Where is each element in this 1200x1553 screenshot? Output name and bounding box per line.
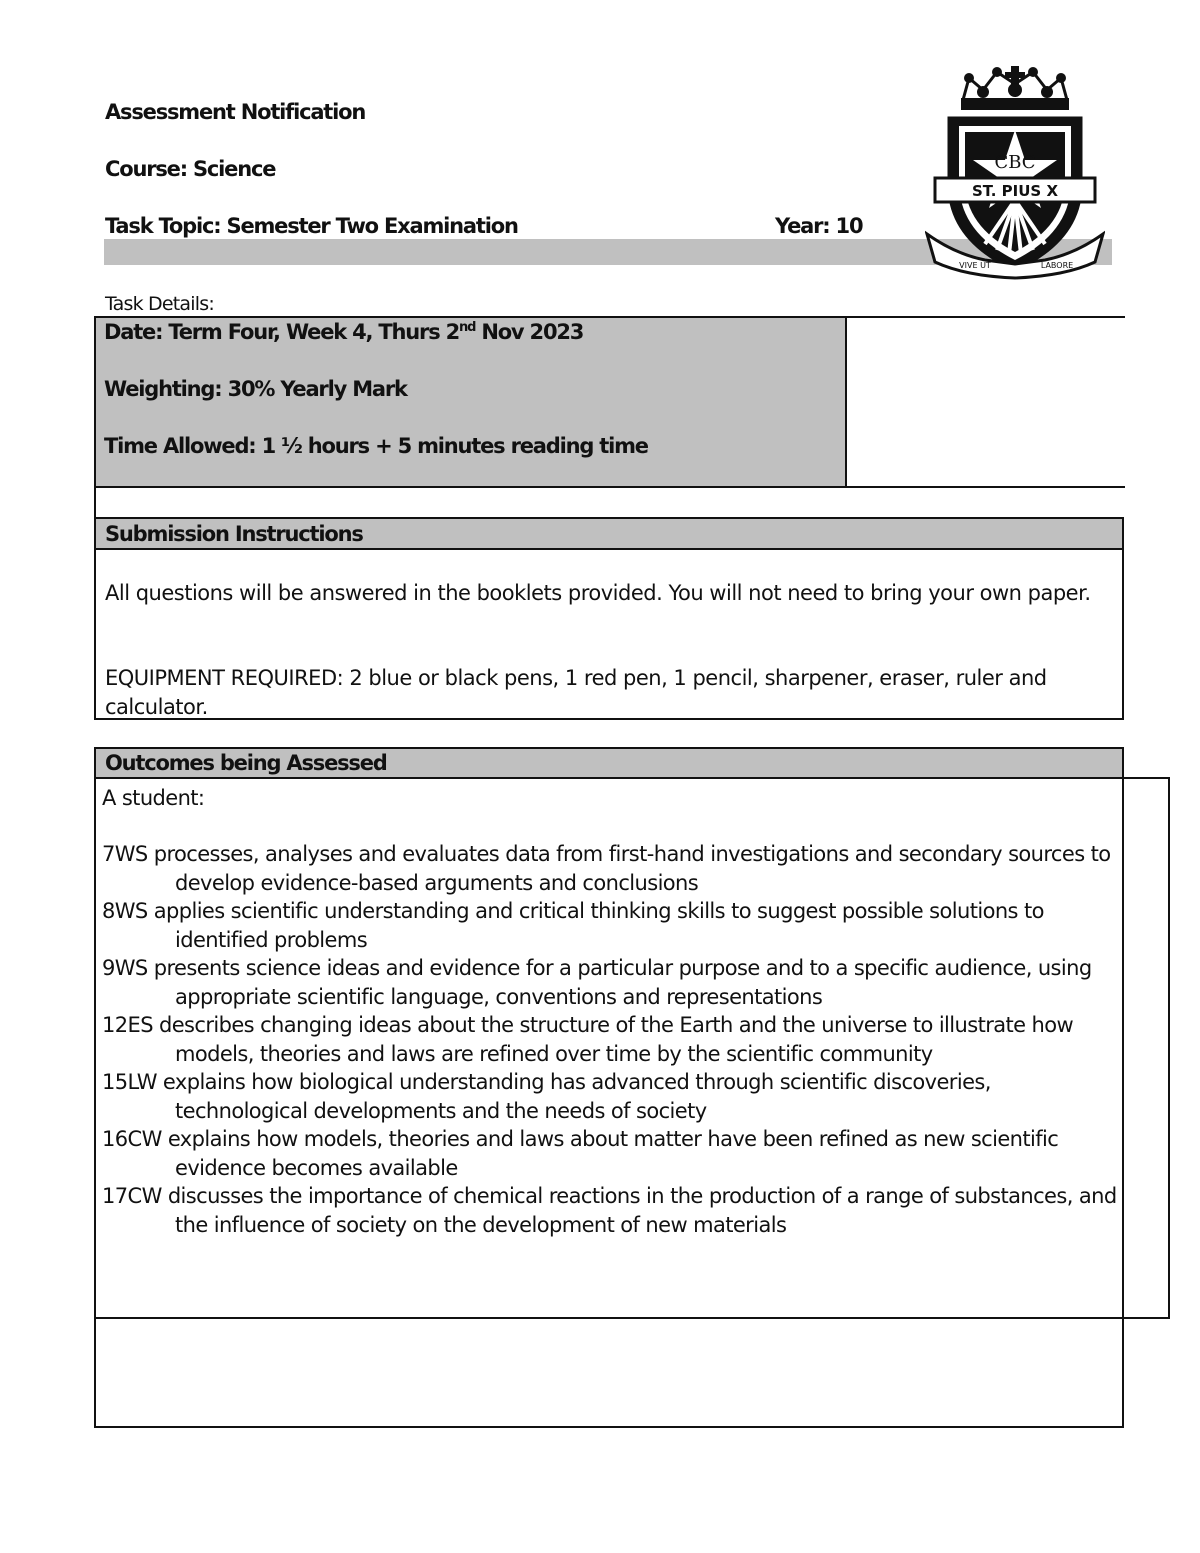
outcomes-intro: A student: xyxy=(102,786,205,810)
submission-paragraph: All questions will be answered in the booklets provided. You will not need to bring your own paper. xyxy=(105,581,1091,605)
outcomes-heading: Outcomes being Assessed xyxy=(105,751,387,775)
outcome-item: 8WS applies scientific understanding and critical thinking skills to suggest possible solutions to identified problems xyxy=(102,899,1044,952)
outcome-item: 7WS processes, analyses and evaluates data from first-hand investigations and secondary sources to develop evidence-based arguments and conclusions xyxy=(102,842,1111,895)
divider xyxy=(94,316,96,518)
divider xyxy=(845,316,847,488)
divider xyxy=(94,777,96,1428)
date-field: Date: Term Four, Week 4, Thurs 2nd Nov 2023 xyxy=(104,320,584,344)
divider xyxy=(1122,777,1170,779)
divider xyxy=(94,1317,1170,1319)
time-allowed-field: Time Allowed: 1 ½ hours + 5 minutes reading time xyxy=(104,434,648,458)
crest-motto-right: LABORE xyxy=(1040,261,1074,270)
outcome-item: 17CW discusses the importance of chemical reactions in the production of a range of substances, and the influence of society on the development of new materials xyxy=(102,1184,1117,1237)
outcome-item: 9WS presents science ideas and evidence for a particular purpose and to a specific audience, using appropriate scientific language, conventions and representations xyxy=(102,956,1092,1009)
document-title: Assessment Notification xyxy=(105,100,366,124)
divider xyxy=(1168,777,1170,1318)
task-topic-label: Task Topic: Semester Two Examination xyxy=(105,214,518,238)
crest-motto-left: VIVE UT xyxy=(959,261,991,270)
outcomes-header-band xyxy=(94,747,1124,779)
outcome-item: 16CW explains how models, theories and laws about matter have been refined as new scientific evidence becomes available xyxy=(102,1127,1059,1180)
task-details-label: Task Details: xyxy=(105,293,214,315)
course-label: Course: Science xyxy=(105,157,276,181)
submission-section xyxy=(94,517,1124,720)
divider xyxy=(94,1426,1124,1428)
submission-heading: Submission Instructions xyxy=(105,522,363,546)
year-label: Year: 10 xyxy=(775,214,863,238)
crown-icon xyxy=(961,66,1069,110)
crest-school-name: ST. PIUS X xyxy=(971,182,1059,200)
crest-monogram: CBC xyxy=(994,152,1036,173)
weighting-field: Weighting: 30% Yearly Mark xyxy=(104,377,407,401)
divider xyxy=(94,316,1125,318)
divider xyxy=(94,486,1125,488)
equipment-paragraph: EQUIPMENT REQUIRED: 2 blue or black pens, 1 red pen, 1 pencil, sharpener, eraser, ruler and calculator. xyxy=(105,666,1047,719)
outcome-item: 12ES describes changing ideas about the structure of the Earth and the universe to illustrate how models, theories and laws are refined over time by the scientific community xyxy=(102,1013,1074,1066)
outcome-item: 15LW explains how biological understanding has advanced through scientific discoveries, technological developments and the needs of society xyxy=(102,1070,991,1123)
school-crest-logo xyxy=(925,64,1105,280)
